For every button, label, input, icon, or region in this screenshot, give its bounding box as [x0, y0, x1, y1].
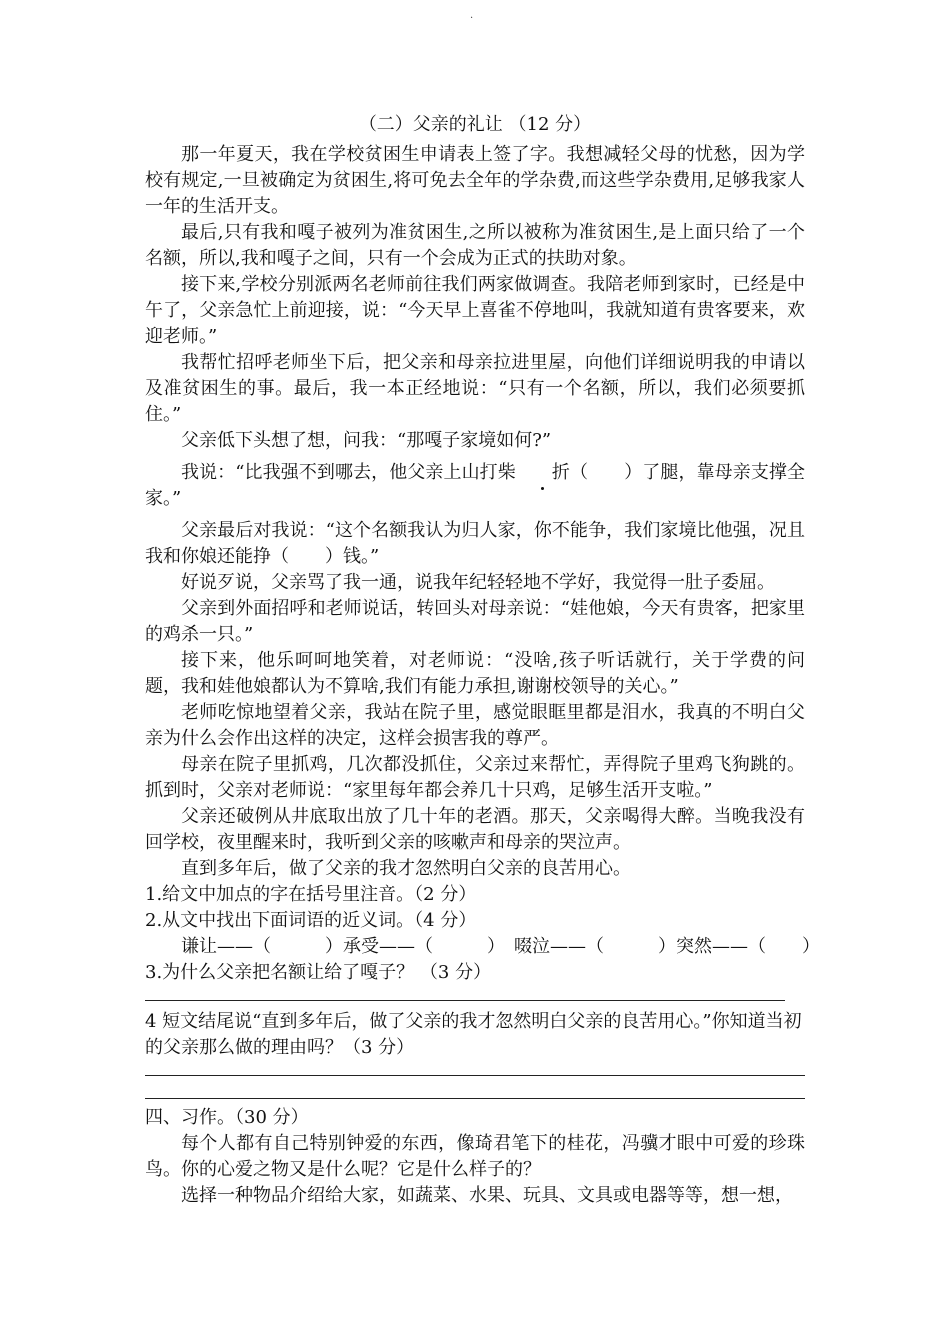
para6-after: （ ）了腿，靠母亲支撑全家。” — [145, 462, 806, 509]
passage-paragraph: 我帮忙招呼老师坐下后，把父亲和母亲拉进里屋，向他们详细说明我的申请以及准贫困生的事。最后，我一本正经地说：“只有一个名额，所以，我们必须要抓住。” — [145, 352, 805, 425]
passage-paragraph: 最后,只有我和嘎子被列为准贫困生,之所以被称为准贫困生,是上面只给了一个名额，所以,我和嘎子之间，只有一个会成为正式的扶助对象。 — [145, 222, 805, 269]
writing-heading: 四、习作。（30 分） — [145, 1107, 309, 1128]
passage-paragraph: 那一年夏天，我在学校贫困生申请表上签了字。我想减轻父母的忧愁，因为学校有规定,一旦被确定为贫困生,将可免去全年的学杂费,而这些学杂费用,足够我家人一年的生活开支。 — [145, 144, 805, 217]
answer-line-q4-2[interactable] — [145, 1098, 805, 1099]
question-2-items: 谦让——（ ）承受——（ ） 啜泣——（ ）突然——（ ） — [181, 936, 820, 957]
question-3: 3.为什么父亲把名额让给了嘎子？ （3 分） — [145, 962, 492, 983]
passage-paragraph: 父亲到外面招呼和老师说话，转回头对母亲说：“娃他娘，今天有贵客，把家里的鸡杀一只。” — [145, 598, 805, 645]
header-dot: . — [470, 10, 474, 21]
document-content — [145, 112, 820, 1209]
passage-paragraph: 父亲还破例从井底取出放了几十年的老酒。那天，父亲喝得大醉。当晚我没有回学校，夜里醒来时，我听到父亲的咳嗽声和母亲的哭泣声。 — [145, 806, 805, 853]
passage-paragraph: 父亲最后对我说：“这个名额我认为归人家，你不能争，我们家境比他强，况且我和你娘还能挣（ ）钱。” — [145, 520, 805, 567]
passage-paragraph: 接下来，他乐呵呵地笑着，对老师说：“没啥,孩子听话就行，关于学费的问题，我和娃他娘都认为不算啥,我们有能力承担,谢谢校领导的关心。” — [145, 650, 805, 697]
writing-paragraph: 每个人都有自己特别钟爱的东西，像琦君笔下的桂花，冯骥才眼中可爱的珍珠鸟。你的心爱之物又是什么呢？它是什么样子的？ — [145, 1133, 805, 1180]
passage-paragraph: 老师吃惊地望着父亲，我站在院子里，感觉眼眶里都是泪水，我真的不明白父亲为什么会作出这样的决定，这样会损害我的尊严。 — [145, 702, 805, 749]
passage-paragraph: 母亲在院子里抓鸡，几次都没抓住，父亲过来帮忙，弄得院子里鸡飞狗跳的。抓到时，父亲对老师说：“家里每年都会养几十只鸡，足够生活开支啦。” — [145, 754, 805, 801]
question-1: 1.给文中加点的字在括号里注音。（2 分） — [145, 884, 477, 905]
passage-title: （二）父亲的礼让 （12 分） — [358, 114, 592, 135]
answer-line-q4-1[interactable] — [145, 1075, 805, 1076]
passage-paragraph: 好说歹说，父亲骂了我一通，说我年纪轻轻地不学好，我觉得一肚子委屈。 — [181, 572, 775, 593]
passage-paragraph-dotted — [145, 460, 805, 512]
para6-before: 我说：“比我强不到哪去，他父亲上山打柴 — [181, 462, 516, 483]
passage-paragraph: 直到多年后，做了父亲的我才忽然明白父亲的良苦用心。 — [181, 858, 631, 879]
writing-paragraph: 选择一种物品介绍给大家，如蔬菜、水果、玩具、文具或电器等等，想一想， — [181, 1185, 793, 1206]
dotted-character: 折 — [516, 460, 570, 486]
passage-paragraph: 接下来,学校分别派两名老师前往我们两家做调查。我陪老师到家时，已经是中午了，父亲急忙上前迎接，说：“今天早上喜雀不停地叫，我就知道有贵客要来，欢迎老师。” — [145, 274, 805, 347]
question-4: 4 短文结尾说“直到多年后，做了父亲的我才忽然明白父亲的良苦用心。”你知道当初的父亲那么做的理由吗？（3 分） — [145, 1011, 802, 1058]
question-2: 2.从文中找出下面词语的近义词。（4 分） — [145, 910, 477, 931]
answer-line-q3[interactable] — [145, 1000, 785, 1001]
passage-paragraph: 父亲低下头想了想，问我：“那嘎子家境如何?” — [181, 430, 552, 451]
